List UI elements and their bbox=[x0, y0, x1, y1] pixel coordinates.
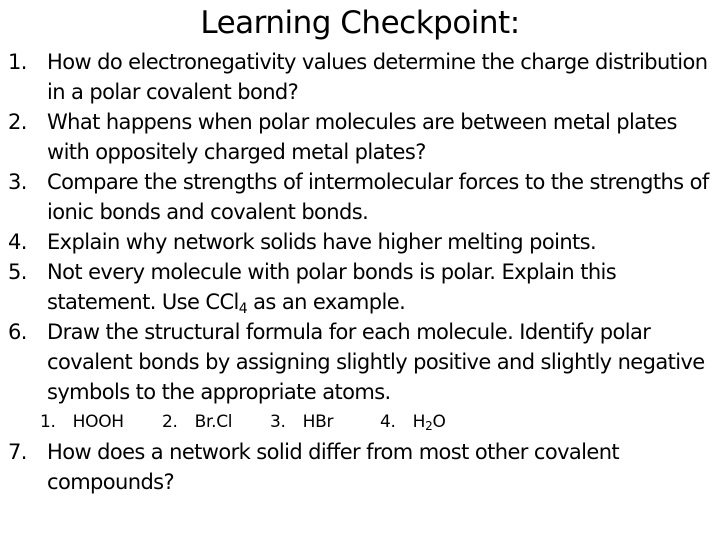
molecule-formula: HOOH bbox=[72, 412, 124, 432]
list-item bbox=[0, 227, 720, 257]
item-text: How do electronegativity values determine the charge distribution in a polar covalent bond? bbox=[47, 50, 708, 104]
item-text: Draw the structural formula for each molecule. Identify polar covalent bonds by assigning slightly positive and slightly negative symbols to the appropriate atoms. bbox=[47, 320, 705, 404]
molecule-number: 3. bbox=[270, 412, 286, 432]
molecule-formula: Br.Cl bbox=[194, 412, 233, 432]
item-number: 2. bbox=[8, 110, 27, 134]
molecule-formula: HBr bbox=[302, 412, 334, 432]
molecule-number: 4. bbox=[380, 412, 396, 432]
molecule-item bbox=[40, 409, 162, 435]
list-item bbox=[0, 317, 720, 407]
molecule-number: 1. bbox=[40, 412, 56, 432]
item-text: Explain why network solids have higher melting points. bbox=[47, 230, 597, 254]
molecule-formula bbox=[413, 409, 446, 435]
molecule-item bbox=[380, 409, 500, 435]
item-number: 5. bbox=[8, 260, 27, 284]
list-item bbox=[0, 437, 720, 497]
item-number: 4. bbox=[8, 230, 27, 254]
item-number: 6. bbox=[8, 320, 27, 344]
item-number: 3. bbox=[8, 170, 27, 194]
list-item bbox=[0, 107, 720, 167]
item-text bbox=[47, 260, 617, 317]
list-item bbox=[0, 47, 720, 107]
item-number: 7. bbox=[8, 440, 27, 464]
question-list bbox=[0, 47, 720, 497]
item-text-after: as an example. bbox=[247, 290, 406, 314]
item-text-before: Not every molecule with polar bonds is polar. Explain this statement. Use CCl bbox=[47, 260, 617, 314]
molecule-list bbox=[0, 409, 720, 435]
list-item bbox=[0, 167, 720, 227]
item-number: 1. bbox=[8, 50, 27, 74]
page-title: Learning Checkpoint: bbox=[200, 5, 520, 41]
subscript: 4 bbox=[238, 301, 248, 317]
molecule-number: 2. bbox=[162, 412, 178, 432]
formula-after: O bbox=[432, 412, 446, 432]
formula-before: H bbox=[412, 412, 426, 432]
list-item bbox=[0, 257, 720, 317]
subscript: 2 bbox=[425, 419, 433, 433]
molecule-item bbox=[162, 409, 270, 435]
item-text: Compare the strengths of intermolecular forces to the strengths of ionic bonds and covalent bonds. bbox=[47, 170, 709, 224]
molecule-item bbox=[270, 409, 380, 435]
item-text: What happens when polar molecules are between metal plates with oppositely charged metal plates? bbox=[47, 110, 677, 164]
item-text: How does a network solid differ from most other covalent compounds? bbox=[47, 440, 620, 494]
